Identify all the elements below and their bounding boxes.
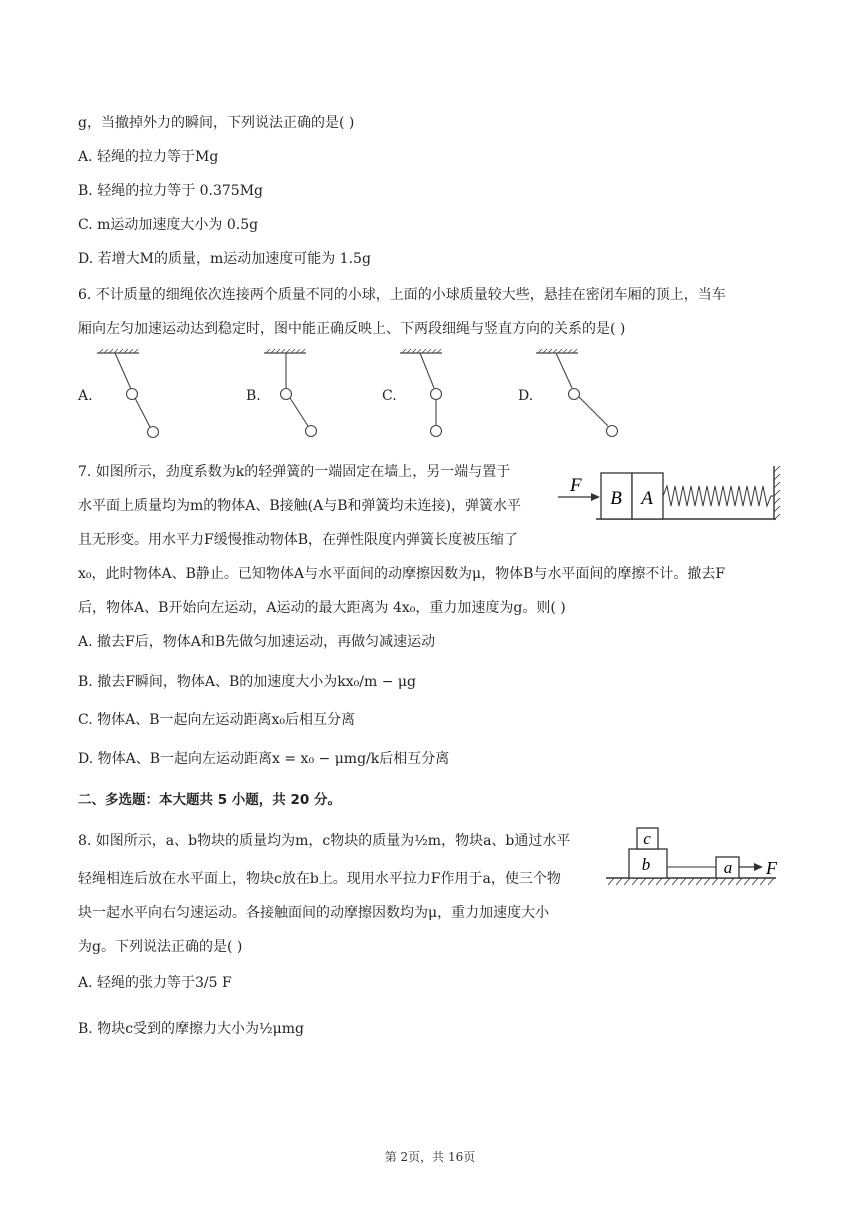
section-2-heading: 二、多选题：本大题共 5 小题，共 20 分。 [78, 792, 341, 808]
q6-figure-c [398, 348, 478, 443]
q8-line-4: 为g。下列说法正确的是( ) [78, 939, 243, 955]
q7-option-d: D. 物体A、B一起向左运动距离x = x₀ − μmg/k后相互分离 [78, 751, 450, 767]
q6-option-d-label: D. [518, 388, 534, 404]
q7-force-label: F [570, 475, 582, 496]
q6-stem-line-1: 6. 不计质量的细绳依次连接两个质量不同的小球，上面的小球质量较大些，悬挂在密闭车厢的顶上，当车 [78, 287, 726, 303]
q7-line-1: 7. 如图所示，劲度系数为k的轻弹簧的一端固定在墙上，另一端与置于 [78, 464, 511, 480]
q7-option-b: B. 撤去F瞬间，物体A、B的加速度大小为kx₀/m − μg [78, 674, 416, 690]
q8-line-1: 8. 如图所示，a、b物块的质量均为m，c物块的质量为½m，物块a、b通过水平 [78, 833, 571, 849]
q7-line-4: x₀，此时物体A、B静止。已知物体A与水平面间的动摩擦因数为μ，物体B与水平面间的摩擦不计。撤去F [78, 566, 726, 582]
q6-figure-b [262, 348, 342, 443]
q5-stem-end: g，当撤掉外力的瞬间，下列说法正确的是( ) [78, 115, 355, 131]
q8-option-b: B. 物块c受到的摩擦力大小为½μmg [78, 1021, 304, 1037]
q5-option-a: A. 轻绳的拉力等于Mg [78, 149, 219, 165]
q7-option-c: C. 物体A、B一起向左运动距离x₀后相互分离 [78, 712, 356, 728]
q6-stem-line-2: 厢向左匀加速运动达到稳定时，图中能正确反映上、下两段细绳与竖直方向的关系的是( ) [78, 321, 626, 337]
q8-force-label: F [766, 858, 777, 878]
q7-line-5: 后，物体A、B开始向左运动，A运动的最大距离为 4x₀，重力加速度为g。则( ) [78, 600, 566, 616]
q8-option-a: A. 轻绳的张力等于3/5 F [78, 975, 232, 991]
q7-line-2: 水平面上质量均为m的物体A、B接触(A与B和弹簧均未连接)，弹簧水平 [78, 498, 521, 514]
q8-line-3: 块一起水平向右匀速运动。各接触面间的动摩擦因数均为μ，重力加速度大小 [78, 905, 550, 921]
q7-spring-figure [556, 464, 786, 524]
q6-option-a-label: A. [78, 388, 93, 404]
q8-block-c-label: c [643, 829, 651, 848]
q8-block-a-label: a [723, 858, 733, 877]
page-footer: 第 2页，共 16页 [384, 1150, 476, 1164]
q5-option-d: D. 若增大M的质量，m运动加速度可能为 1.5g [78, 251, 371, 267]
q7-option-a: A. 撤去F后，物体A和B先做匀加速运动，再做匀减速运动 [78, 634, 436, 650]
q7-block-b-label: B [610, 488, 622, 509]
q6-figure-d [534, 348, 634, 443]
q5-option-b: B. 轻绳的拉力等于 0.375Mg [78, 183, 264, 199]
q5-option-c: C. m运动加速度大小为 0.5g [78, 217, 259, 233]
q8-block-b-label: b [641, 855, 651, 874]
q7-line-3: 且无形变。用水平力F缓慢推动物体B，在弹性限度内弹簧长度被压缩了 [78, 532, 519, 548]
q6-option-b-label: B. [246, 388, 261, 404]
q8-blocks-figure [604, 822, 784, 892]
q7-block-a-label: A [641, 488, 653, 509]
q6-figure-a [95, 348, 175, 443]
q8-line-2: 轻绳相连后放在水平面上，物块c放在b上。现用水平拉力F作用于a，使三个物 [78, 871, 561, 887]
q6-option-c-label: C. [382, 388, 397, 404]
